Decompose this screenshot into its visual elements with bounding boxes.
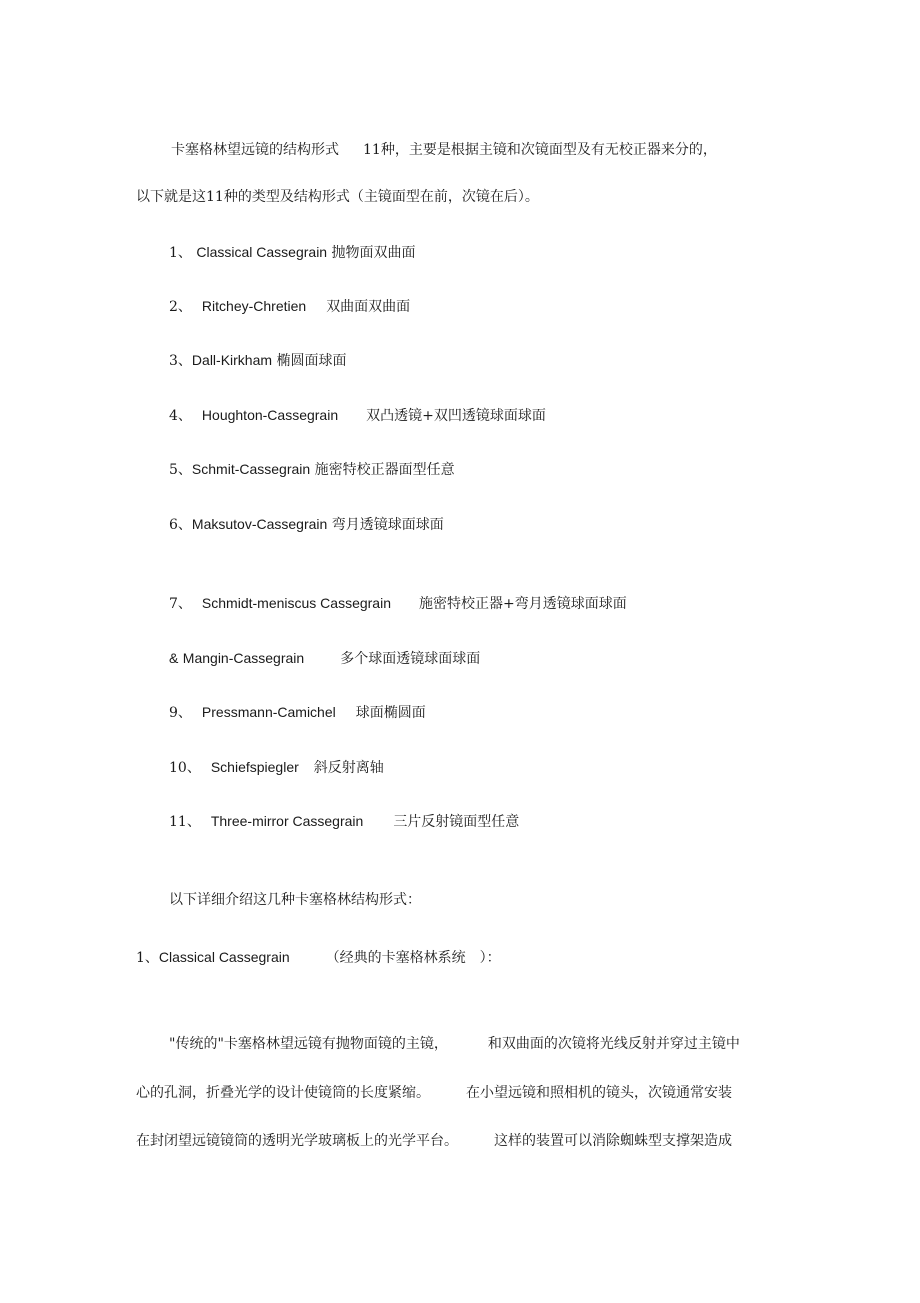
list-item bbox=[169, 593, 627, 614]
paragraph-line-1-part-b: 和双曲面的次镜将光线反射并穿过主镜中 bbox=[487, 1036, 740, 1052]
list-item-name: Pressmann-Camichel bbox=[201, 704, 336, 720]
section-heading-name: Classical Cassegrain bbox=[158, 949, 290, 965]
list-item-name: Maksutov-Cassegrain bbox=[191, 516, 328, 532]
list-item bbox=[169, 459, 455, 480]
list-item-number: 3、 bbox=[169, 353, 192, 369]
list-item-number: & bbox=[169, 650, 179, 666]
list-item-desc: 球面椭圆面 bbox=[355, 705, 426, 721]
intro-line-1-part-a: 卡塞格林望远镜的结构形式 bbox=[171, 142, 339, 158]
list-item-number: 4、 bbox=[169, 408, 192, 424]
detail-intro: 以下详细介绍这几种卡塞格林结构形式： bbox=[169, 892, 421, 908]
list-item-number: 1、 bbox=[169, 245, 192, 261]
intro-line-1 bbox=[171, 140, 717, 160]
paragraph-line-2 bbox=[136, 1083, 732, 1103]
paragraph-line-3 bbox=[136, 1131, 732, 1151]
list-item bbox=[169, 648, 480, 669]
list-item bbox=[169, 405, 546, 426]
paragraph-line-3-part-a: 在封闭望远镜镜筒的透明光学玻璃板上的光学平台。 bbox=[136, 1133, 458, 1149]
list-item-name: Dall-Kirkham bbox=[191, 352, 273, 368]
list-item-desc: 施密特校正器面型任意 bbox=[314, 462, 455, 478]
paragraph-line-2-part-a: 心的孔洞，折叠光学的设计使镜筒的长度紧缩。 bbox=[136, 1085, 430, 1101]
paragraph-line-3-part-b: 这样的装置可以消除蜘蛛型支撑架造成 bbox=[494, 1133, 732, 1149]
list-item-number: 11、 bbox=[169, 814, 201, 830]
list-item-name: Ritchey-Chretien bbox=[201, 298, 307, 314]
list-item bbox=[169, 702, 426, 723]
list-item bbox=[169, 350, 347, 371]
list-item-name: Three-mirror Cassegrain bbox=[210, 813, 364, 829]
list-item-desc: 椭圆面球面 bbox=[276, 353, 347, 369]
list-item-number: 9、 bbox=[169, 705, 192, 721]
section-heading bbox=[136, 947, 501, 968]
list-item-desc: 弯月透镜球面球面 bbox=[331, 517, 444, 533]
list-item bbox=[169, 296, 410, 317]
list-item-name: Schmit-Cassegrain bbox=[191, 461, 311, 477]
list-item-desc: 双凸透镜+双凹透镜球面球面 bbox=[366, 408, 546, 424]
list-item-name: Classical Cassegrain bbox=[196, 244, 328, 260]
intro-line-2: 以下就是这11种的类型及结构形式（主镜面型在前，次镜在后）。 bbox=[136, 189, 539, 205]
paragraph-line-1-part-a: "传统的"卡塞格林望远镜有抛物面镜的主镜， bbox=[169, 1036, 448, 1052]
section-heading-desc: （经典的卡塞格林系统 ）： bbox=[325, 950, 501, 966]
intro-line-1-part-b: 11种，主要是根据主镜和次镜面型及有无校正器来分的， bbox=[363, 142, 717, 158]
list-item-desc: 施密特校正器+弯月透镜球面球面 bbox=[419, 596, 627, 612]
list-item-desc: 三片反射镜面型任意 bbox=[393, 814, 520, 830]
list-item-number: 5、 bbox=[169, 462, 192, 478]
list-item-name: Houghton-Cassegrain bbox=[201, 407, 339, 423]
list-item-number: 2、 bbox=[169, 299, 192, 315]
list-item-number: 10、 bbox=[169, 760, 201, 776]
paragraph-line-1 bbox=[169, 1034, 740, 1054]
list-item-name: Schmidt-meniscus Cassegrain bbox=[201, 595, 391, 611]
list-item-desc: 多个球面透镜球面球面 bbox=[340, 651, 481, 667]
list-item-name: Schiefspiegler bbox=[210, 759, 299, 775]
list-item bbox=[169, 811, 519, 832]
paragraph-line-2-part-b: 在小望远镜和照相机的镜头，次镜通常安装 bbox=[466, 1085, 732, 1101]
list-item bbox=[169, 757, 384, 778]
list-item bbox=[169, 514, 444, 535]
list-item-number: 7、 bbox=[169, 596, 192, 612]
section-heading-number: 1、 bbox=[136, 950, 159, 966]
list-item-name: Mangin-Cassegrain bbox=[182, 650, 305, 666]
list-item-number: 6、 bbox=[169, 517, 192, 533]
list-item bbox=[169, 242, 416, 263]
list-item-desc: 斜反射离轴 bbox=[313, 760, 384, 776]
list-item-desc: 双曲面双曲面 bbox=[326, 299, 411, 315]
list-item-desc: 抛物面双曲面 bbox=[331, 245, 416, 261]
